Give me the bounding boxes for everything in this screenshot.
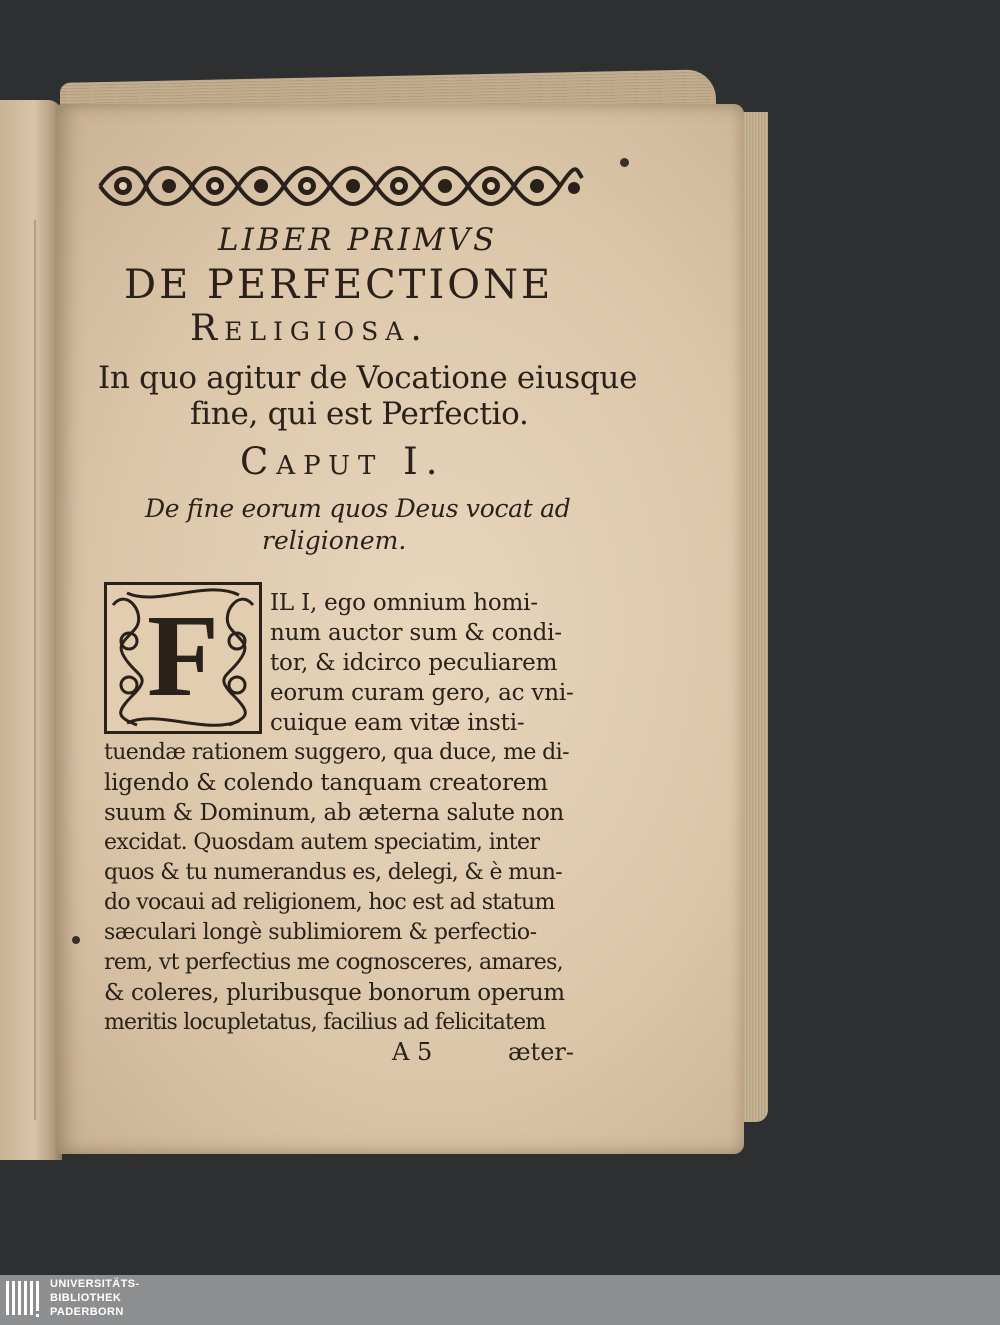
- catchword: æter-: [508, 1038, 574, 1066]
- worm-hole: [620, 158, 629, 167]
- initial-letter: F: [147, 590, 220, 721]
- library-logo-icon: [6, 1279, 44, 1319]
- decorated-initial: [104, 582, 262, 734]
- text-line: quos & tu numerandus es, delegi, & è mun-: [104, 860, 562, 885]
- worm-hole: [72, 936, 80, 944]
- chapter-description-line-1: De fine eorum quos Deus vocat ad: [145, 494, 571, 523]
- text-line: cuique eam vitæ insti-: [270, 710, 525, 736]
- title-line-1: DE PERFECTIONE: [124, 262, 554, 308]
- text-line: num auctor sum & condi-: [270, 620, 562, 646]
- chapter-description-line-2: religionem.: [262, 526, 407, 555]
- text-line: do vocaui ad religionem, hoc est ad statum: [104, 890, 555, 915]
- text-line: eorum curam gero, ac vni-: [270, 680, 574, 706]
- subtitle-line-2: fine, qui est Perfectio.: [190, 396, 529, 432]
- title-line-2: Religiosa.: [190, 308, 429, 349]
- text-line: excidat. Quosdam autem speciatim, inter: [104, 830, 540, 855]
- subtitle-line-1: In quo agitur de Vocatione eiusque: [98, 360, 638, 396]
- text-line: sæculari longè sublimiorem & perfectio-: [104, 920, 537, 945]
- library-logo-text: [50, 1277, 140, 1319]
- chapter-heading: Caput I.: [240, 440, 446, 483]
- text-line: rem, vt perfectius me cognosceres, amares,: [104, 950, 563, 975]
- logo-line: BIBLIOTHEK: [50, 1292, 122, 1304]
- text-line: & coleres, pluribusque bonorum operum: [104, 980, 565, 1006]
- signature-mark: A 5: [392, 1038, 433, 1066]
- text-line: suum & Dominum, ab æterna salute non: [104, 800, 564, 826]
- logo-line: UNIVERSITÄTS-: [50, 1278, 140, 1290]
- text-line: tor, & idcirco peculiarem: [270, 650, 558, 676]
- text-line: ligendo & colendo tanquam creatorem: [104, 770, 548, 796]
- text-line: tuendæ rationem suggero, qua duce, me di-: [104, 740, 569, 765]
- text-line: IL I, ego omnium homi-: [270, 590, 538, 616]
- text-line: meritis locupletatus, facilius ad felicitatem: [104, 1010, 546, 1035]
- running-head: LIBER PRIMVS: [218, 222, 498, 258]
- library-footer: [0, 1275, 1000, 1325]
- left-facing-page: [0, 100, 62, 1160]
- ornament-band-icon: [96, 158, 584, 214]
- logo-line: PADERBORN: [50, 1306, 124, 1318]
